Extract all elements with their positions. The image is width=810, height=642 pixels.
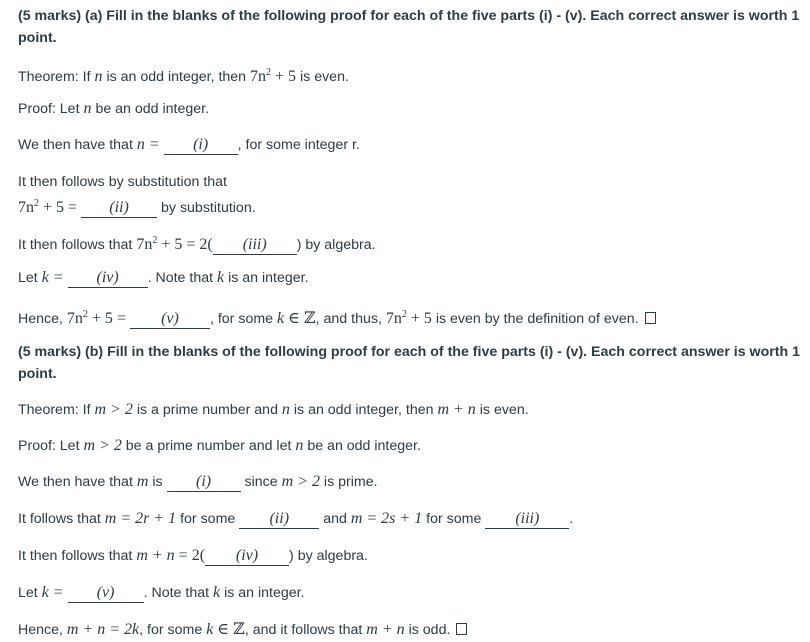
qed-icon <box>456 623 467 635</box>
part-a-header-line1: (5 marks) (a) Fill in the blanks of the following proof for each of the five parts (i) - (v). Each correct answer is worth 1 <box>18 8 800 24</box>
part-b-proof-intro: Proof: Let m > 2 be a prime number and let n be an odd integer. <box>18 437 421 454</box>
blank-b-ii[interactable]: (ii) <box>239 510 319 529</box>
part-b-conclusion: Hence, m + n = 2k, for some k ∈ ℤ, and it follows that m + n is odd. <box>18 620 467 640</box>
part-a-conclusion: Hence, $7n^2 + 5 = (v)$ , for some k ∈ ℤ, and thus, $7n^2 + 5$ is even by the definition of even. <box>18 305 656 329</box>
part-a-theorem: Theorem: If n is an odd integer, then $7n^2 + 5$ is even. <box>18 67 349 85</box>
part-b-step-3: It then follows that m + n = 2( (iv) ) by algebra. <box>18 547 368 564</box>
blank-b-iii[interactable]: (iii) <box>485 510 569 529</box>
qed-icon <box>645 312 656 324</box>
part-a-header-line2: point. <box>18 30 57 46</box>
part-a-step-1: We then have that n = (i) , for some integer r. <box>18 136 360 153</box>
blank-b-v[interactable]: (v) <box>68 584 144 603</box>
blank-a-iii[interactable]: (iii) <box>213 236 297 255</box>
part-a-step-2-intro: It then follows by substitution that <box>18 174 227 190</box>
part-a-step-2: $7n^2 + 5 = (ii)$ by substitution. <box>18 198 256 216</box>
blank-a-ii[interactable]: (ii) <box>81 199 157 218</box>
blank-b-i[interactable]: (i) <box>167 473 241 492</box>
part-b-header-line2: point. <box>18 366 57 382</box>
blank-a-i[interactable]: (i) <box>164 136 238 155</box>
blank-a-v[interactable]: (v) <box>130 310 210 329</box>
part-b-step-1: We then have that m is (i) since m > 2 is prime. <box>18 473 378 490</box>
part-a-proof-intro: Proof: Let n be an odd integer. <box>18 100 210 117</box>
blank-b-iv[interactable]: (iv) <box>205 547 289 566</box>
part-b-step-2: It follows that m = 2r + 1 for some (ii) and m = 2s + 1 for some (iii) . <box>18 510 574 527</box>
part-b-header-line1: (5 marks) (b) Fill in the blanks of the following proof for each of the five parts (i) - (v). Each correct answer is worth 1 <box>18 344 801 360</box>
part-b-step-4: Let k = (v) . Note that k is an integer. <box>18 584 305 601</box>
part-a-step-3: It then follows that $7n^2 + 5 = 2$( (iii) ) by algebra. <box>18 235 376 253</box>
blank-a-iv[interactable]: (iv) <box>68 269 148 288</box>
part-b-theorem: Theorem: If m > 2 is a prime number and n is an odd integer, then m + n is even. <box>18 401 529 418</box>
part-a-step-4: Let k = (iv) . Note that k is an integer. <box>18 269 309 286</box>
